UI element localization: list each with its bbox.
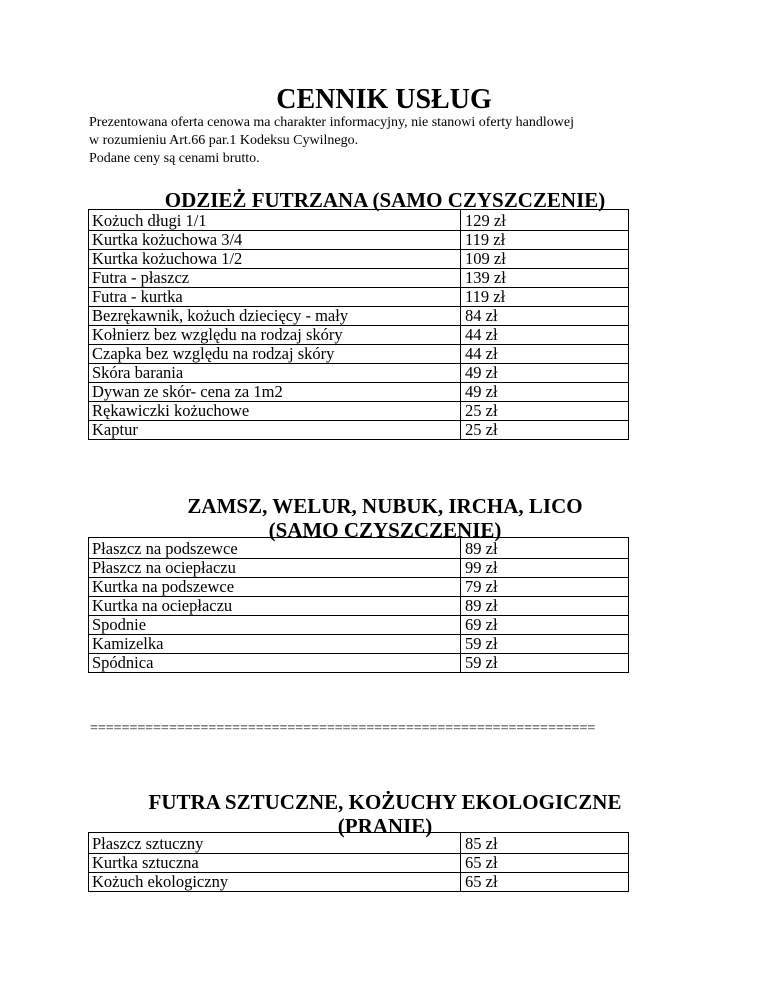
service-price: 85 zł [461,833,629,854]
service-price: 69 zł [461,616,629,635]
section-heading-faux-fur [90,790,680,838]
service-price: 79 zł [461,578,629,597]
notice-line: w rozumieniu Art.66 par.1 Kodeksu Cywilnego. [89,133,359,148]
service-price: 44 zł [461,345,629,364]
service-price: 65 zł [461,854,629,873]
table-row [89,873,629,892]
separator-line: ================================================================ [90,721,596,736]
table-row [89,616,629,635]
service-name: Spodnie [89,616,461,635]
price-table-suede [88,537,629,673]
service-name: Kurtka kożuchowa 1/2 [89,250,461,269]
section-heading-line: (SAMO CZYSZCZENIE) [268,518,502,542]
table-row [89,345,629,364]
table-row [89,250,629,269]
service-price: 25 zł [461,402,629,421]
service-price: 25 zł [461,421,629,440]
table-row [89,559,629,578]
service-price: 109 zł [461,250,629,269]
service-name: Czapka bez względu na rodzaj skóry [89,345,461,364]
table-row [89,833,629,854]
service-name: Spódnica [89,654,461,673]
service-name: Płaszcz na podszewce [89,538,461,559]
table-row [89,231,629,250]
service-name: Kołnierz bez względu na rodzaj skóry [89,326,461,345]
service-price: 139 zł [461,269,629,288]
table-row [89,326,629,345]
service-name: Kamizelka [89,635,461,654]
service-name: Rękawiczki kożuchowe [89,402,461,421]
service-price: 59 zł [461,654,629,673]
service-price: 65 zł [461,873,629,892]
service-price: 119 zł [461,231,629,250]
section-heading-line: ZAMSZ, WELUR, NUBUK, IRCHA, LICO [187,494,583,518]
notice-line: Prezentowana oferta cenowa ma charakter informacyjny, nie stanowi oferty handlowej [89,115,574,130]
section-heading-line: ODZIEŻ FUTRZANA (SAMO CZYSZCZENIE) [164,188,606,212]
table-row [89,538,629,559]
service-name: Płaszcz sztuczny [89,833,461,854]
table-row [89,854,629,873]
service-price: 89 zł [461,597,629,616]
table-row [89,635,629,654]
table-row [89,578,629,597]
service-price: 119 zł [461,288,629,307]
service-price: 99 zł [461,559,629,578]
service-price: 129 zł [461,210,629,231]
table-row [89,210,629,231]
service-name: Bezrękawnik, kożuch dziecięcy - mały [89,307,461,326]
service-name: Kurtka kożuchowa 3/4 [89,231,461,250]
table-row [89,288,629,307]
section-heading-line: (PRANIE) [337,814,433,838]
service-name: Kożuch długi 1/1 [89,210,461,231]
table-row [89,597,629,616]
section-heading-suede [90,494,680,542]
service-name: Kożuch ekologiczny [89,873,461,892]
table-row [89,383,629,402]
table-row [89,307,629,326]
service-name: Płaszcz na ociepłaczu [89,559,461,578]
service-name: Futra - kurtka [89,288,461,307]
price-table-faux-fur [88,832,629,892]
service-price: 89 zł [461,538,629,559]
price-table-fur-clothing [88,209,629,440]
service-name: Dywan ze skór- cena za 1m2 [89,383,461,402]
service-price: 59 zł [461,635,629,654]
service-price: 84 zł [461,307,629,326]
table-row [89,402,629,421]
page-title: CENNIK USŁUG [276,84,492,115]
table-row [89,364,629,383]
section-heading-line: FUTRA SZTUCZNE, KOŻUCHY EKOLOGICZNE [148,790,622,814]
service-name: Kurtka na podszewce [89,578,461,597]
service-name: Futra - płaszcz [89,269,461,288]
service-name: Kurtka na ociepłaczu [89,597,461,616]
service-price: 49 zł [461,364,629,383]
service-price: 44 zł [461,326,629,345]
table-row [89,269,629,288]
table-row [89,654,629,673]
service-name: Kaptur [89,421,461,440]
price-notice [89,114,669,168]
service-name: Skóra barania [89,364,461,383]
service-price: 49 zł [461,383,629,402]
table-row [89,421,629,440]
notice-line: Podane ceny są cenami brutto. [89,151,260,166]
service-name: Kurtka sztuczna [89,854,461,873]
